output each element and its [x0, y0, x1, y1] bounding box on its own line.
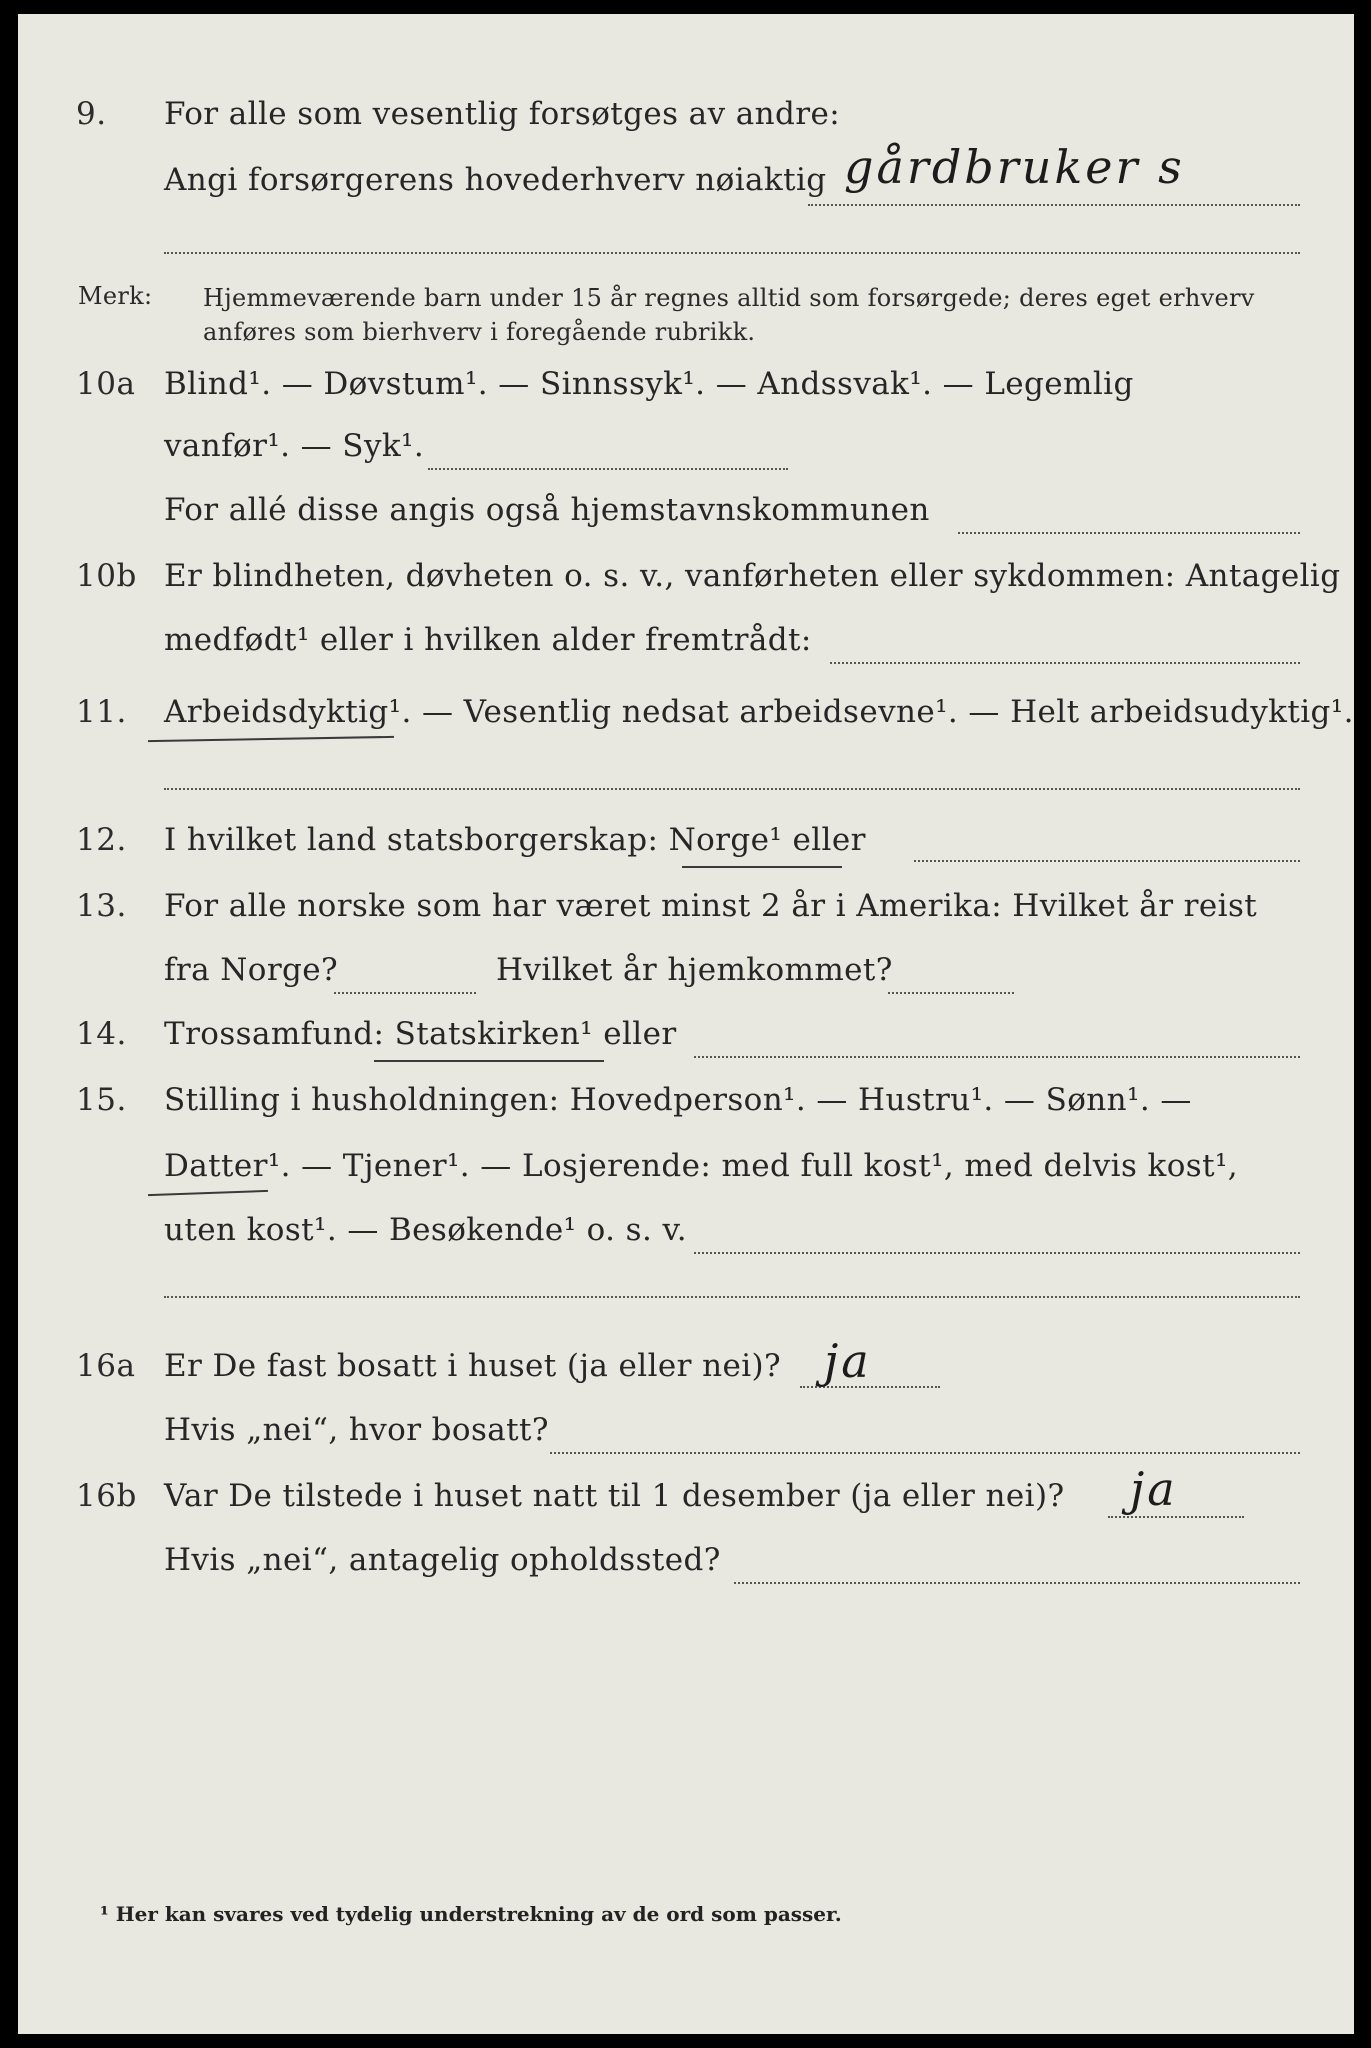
q10a-row-3: [18, 492, 1354, 548]
q10b-answer-line: [830, 662, 1300, 664]
q9-answer-line: [808, 204, 1300, 206]
q13-text-line1: For alle norske som har været minst 2 år i Amerika: Hvilket år reist: [164, 888, 1258, 924]
q9-handwritten-answer: gårdbruker s: [844, 140, 1185, 194]
q9-extra-line: [164, 252, 1300, 254]
q13-hjemkommet-line: [888, 992, 1014, 994]
merk-text-line1: Hjemmeværende barn under 15 år regnes alltid som forsørgede; deres eget erhverv: [203, 284, 1255, 312]
q10b-row-2: [18, 622, 1354, 678]
q14-answer-line: [694, 1056, 1300, 1058]
q11-underline-mark: [148, 736, 394, 742]
q9-text-line2: Angi forsørgerens hovederhverv nøiaktig: [164, 162, 827, 198]
q13-text-line2: fra Norge?: [164, 952, 339, 988]
q15-row-1: [18, 1082, 1354, 1138]
q16a-bosatt-line: [550, 1452, 1300, 1454]
q15-answer-line: [694, 1252, 1300, 1254]
q11-row: [18, 694, 1354, 750]
q10a-text-line3: For allé disse angis også hjemstavnskommunen: [164, 492, 930, 528]
q13-text-line2b: Hvilket år hjemkommet?: [496, 952, 893, 988]
q15-row-3: [18, 1212, 1354, 1268]
q10a-text-line2: vanfør¹. — Syk¹.: [164, 428, 425, 464]
q9-text-line1: For alle som vesentlig forsøtges av andre:: [164, 96, 841, 132]
merk-block: [18, 280, 1354, 360]
q14-number: 14.: [76, 1016, 127, 1052]
q16b-handwritten-answer: ja: [1130, 1462, 1178, 1516]
q15-text-line2: Datter¹. — Tjener¹. — Losjerende: med full kost¹, med delvis kost¹,: [164, 1148, 1239, 1184]
q12-row: [18, 822, 1354, 878]
q11-text: Arbeidsdyktig¹. — Vesentlig nedsat arbeidsevne¹. — Helt arbeidsudyktig¹.: [164, 694, 1354, 730]
q12-number: 12.: [76, 822, 127, 858]
q16a-text-line2: Hvis „nei“, hvor bosatt?: [164, 1412, 549, 1448]
q10a-syk-line: [428, 468, 788, 470]
q10b-text-line2: medfødt¹ eller i hvilken alder fremtrådt:: [164, 622, 812, 658]
q10a-text-line1: Blind¹. — Døvstum¹. — Sinnssyk¹. — Andssvak¹. — Legemlig: [164, 366, 1134, 402]
q9-row-2: [18, 140, 1354, 218]
q13-row-2: [18, 952, 1354, 1008]
q16a-number: 16a: [76, 1348, 136, 1384]
q12-underline-mark: [682, 866, 842, 868]
q15-text-line3: uten kost¹. — Besøkende¹ o. s. v.: [164, 1212, 687, 1248]
q14-text: Trossamfund: Statskirken¹ eller: [164, 1016, 677, 1052]
q10b-row-1: [18, 558, 1354, 614]
q11-extra-line: [164, 788, 1300, 790]
q10a-row-1: [18, 366, 1354, 422]
q16b-opholdssted-line: [734, 1582, 1300, 1584]
q13-number: 13.: [76, 888, 127, 924]
q16b-answer-line: [1108, 1516, 1244, 1518]
q16b-number: 16b: [76, 1478, 137, 1514]
q15-row-2: [18, 1148, 1354, 1204]
q15-extra-line: [164, 1296, 1300, 1298]
q16a-row-1: [18, 1334, 1354, 1404]
q15-number: 15.: [76, 1082, 127, 1118]
merk-label: Merk:: [78, 282, 153, 310]
q16b-row-2: [18, 1542, 1354, 1598]
q16b-row-1: [18, 1462, 1354, 1534]
census-form-page: [18, 14, 1354, 2034]
q14-underline-mark: [374, 1060, 604, 1062]
q10a-kommune-line: [958, 532, 1300, 534]
q10a-row-2: [18, 428, 1354, 484]
q16a-text-line1: Er De fast bosatt i huset (ja eller nei)?: [164, 1348, 782, 1384]
footnote: ¹ Her kan svares ved tydelig understrekning av de ord som passer.: [100, 1902, 842, 1926]
q13-row-1: [18, 888, 1354, 944]
q16a-row-2: [18, 1412, 1354, 1468]
q12-answer-line: [914, 860, 1300, 862]
q14-row: [18, 1016, 1354, 1072]
q16b-text-line2: Hvis „nei“, antagelig opholdssted?: [164, 1542, 721, 1578]
q13-reist-line: [334, 992, 476, 994]
q10b-text-line1: Er blindheten, døvheten o. s. v., vanførheten eller sykdommen: Antagelig: [164, 558, 1341, 594]
merk-text-line2: anføres som bierhverv i foregående rubrikk.: [203, 318, 756, 346]
q12-text: I hvilket land statsborgerskap: Norge¹ eller: [164, 822, 866, 858]
q16b-text-line1: Var De tilstede i huset natt til 1 desember (ja eller nei)?: [164, 1478, 1065, 1514]
q10a-number: 10a: [76, 366, 136, 402]
q15-underline-mark: [148, 1190, 268, 1196]
q9-number: 9.: [76, 96, 107, 132]
q11-number: 11.: [76, 694, 127, 730]
q10b-number: 10b: [76, 558, 137, 594]
q16a-handwritten-answer: ja: [824, 1334, 872, 1388]
q15-text-line1: Stilling i husholdningen: Hovedperson¹. — Hustru¹. — Sønn¹. —: [164, 1082, 1192, 1118]
